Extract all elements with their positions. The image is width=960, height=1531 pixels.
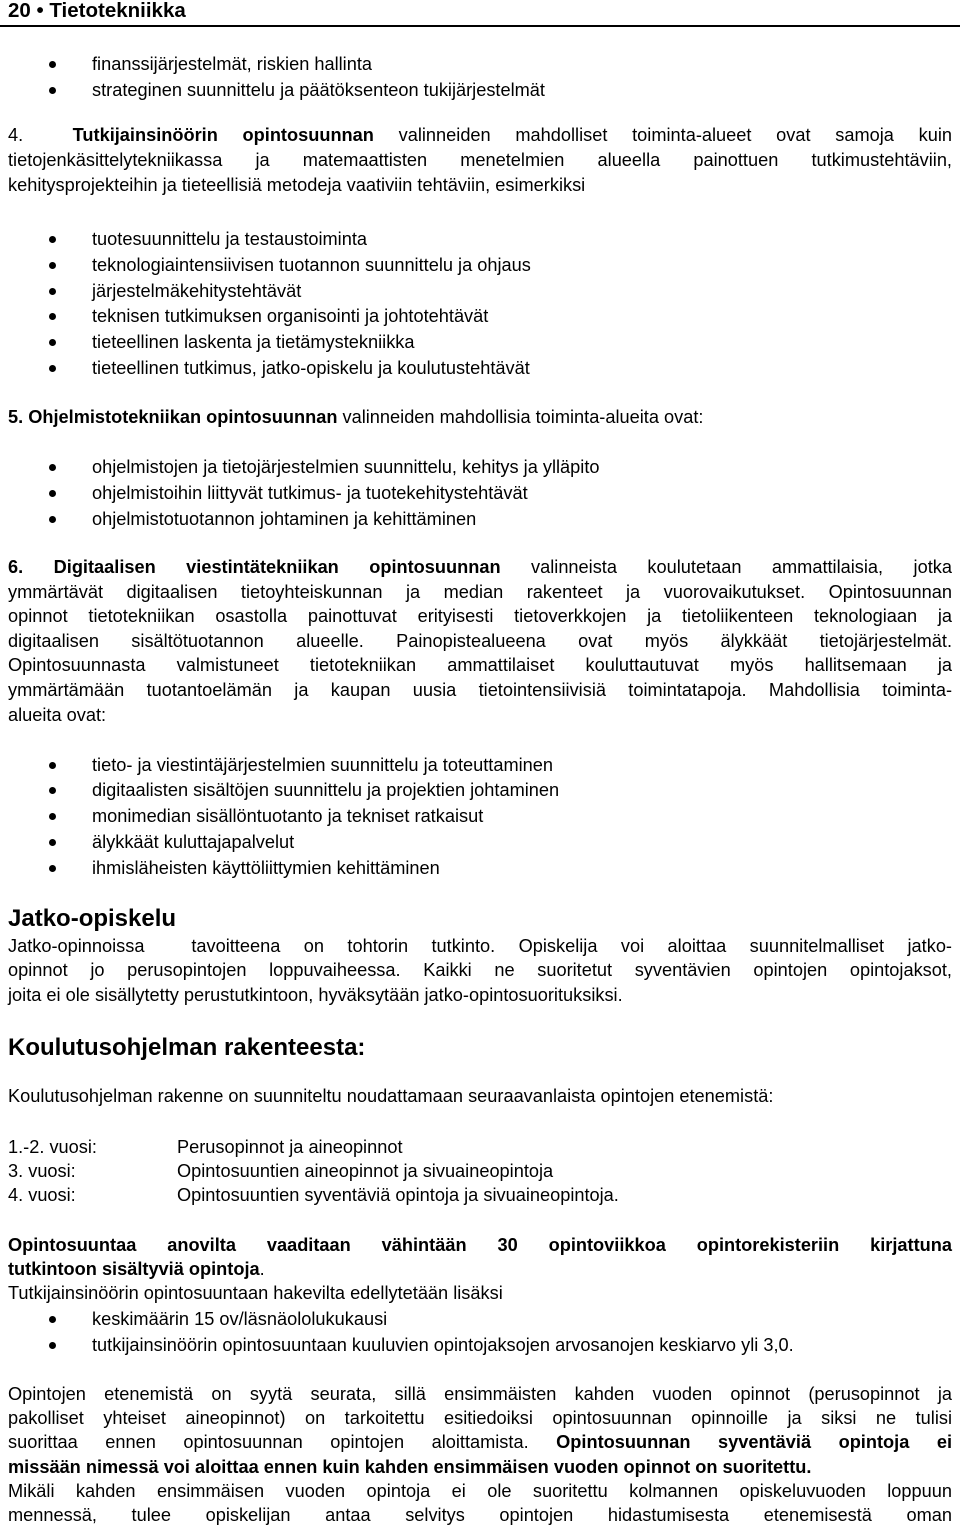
list-item: digitaalisten sisältöjen suunnittelu ja projektien johtaminen <box>0 777 960 803</box>
list-item: finanssijärjestelmät, riskien hallinta <box>0 51 960 77</box>
list-item: tieto- ja viestintäjärjestelmien suunnittelu ja toteuttaminen <box>0 752 960 778</box>
list-item: tuotesuunnittelu ja testaustoiminta <box>0 226 960 252</box>
section6-line-6: ymmärtämään tuotantoelämän ja kaupan uusia tietointensiivisiä toimintatapoja. Mahdollisia toiminta- <box>8 680 952 700</box>
section4-line-3: kehitysprojekteihin ja tieteellisiä metodeja vaativiin tehtäviin, esimerkiksi <box>8 175 586 195</box>
jatko-line-1: Jatko-opinnoissa tavoitteena on tohtorin tutkinto. Opiskelija voi aloittaa suunnitelmalliset jatko- <box>8 936 952 956</box>
final-line-6: mennessä, tulee opiskelijan antaa selvitys opintojen hidastumisesta etenemisestä oman <box>8 1505 952 1525</box>
final-line-3: suorittaa ennen opintosuunnan opintojen aloittamista. Opintosuunnan syventäviä opintoja ei <box>8 1432 952 1452</box>
bullet-icon <box>49 1316 56 1323</box>
bullet-icon <box>49 490 56 497</box>
year-row: 1.-2. vuosi: Perusopinnot ja aineopinnot <box>8 1137 403 1157</box>
page-number: 20 <box>8 0 31 22</box>
section4-line-2: tietojenkäsittelytekniikassa ja matemaattisten menetelmien alueella painottuen tutkimustehtäviin, <box>8 150 952 170</box>
year-row: 3. vuosi: Opintosuuntien aineopinnot ja sivuaineopintoja <box>8 1161 554 1181</box>
header-title: Tietotekniikka <box>49 0 186 22</box>
section6-heading: Digitaalisen viestintätekniikan opintosuunnan <box>53 557 501 577</box>
bullet-icon <box>49 762 56 769</box>
header-separator: • <box>36 0 44 22</box>
bullet-icon <box>49 516 56 523</box>
list-item: tieteellinen laskenta ja tietämystekniikka <box>0 329 960 355</box>
bullet-icon <box>49 365 56 372</box>
list-item: tieteellinen tutkimus, jatko-opiskelu ja koulutustehtävät <box>0 355 960 381</box>
bullet-icon <box>49 1342 56 1349</box>
bullet-icon <box>49 313 56 320</box>
final-line-1: Opintojen etenemistä on syytä seurata, sillä ensimmäisten kahden vuoden opinnot (perusopinnot ja <box>8 1384 952 1404</box>
list-item: ohjelmistoihin liittyvät tutkimus- ja tuotekehitystehtävät <box>0 480 960 506</box>
header-title-line <box>8 0 186 24</box>
list-item: ihmisläheisten käyttöliittymien kehittäminen <box>0 855 960 881</box>
list-item: ohjelmistotuotannon johtaminen ja kehittäminen <box>0 506 960 532</box>
rakenne-heading: Koulutusohjelman rakenteesta: <box>8 1034 366 1061</box>
list-item: ohjelmistojen ja tietojärjestelmien suunnittelu, kehitys ja ylläpito <box>0 454 960 480</box>
bullet-icon <box>49 339 56 346</box>
section6-line-2: ymmärtävät digitaalisen tietoyhteiskunnan ja median rakenteet ja vuorovaikutukset. Opintosuunnan <box>8 582 952 602</box>
requirement-intro: Tutkijainsinöörin opintosuuntaan hakevilta edellytetään lisäksi <box>8 1283 503 1303</box>
requirement-bold-line-2: tutkintoon sisältyviä opintoja. <box>8 1259 265 1279</box>
bullet-icon <box>49 787 56 794</box>
requirement-bold-line-1: Opintosuuntaa anovilta vaaditaan vähintään 30 opintoviikkoa opintorekisteriin kirjattuna <box>8 1235 952 1255</box>
header-rule <box>0 25 960 27</box>
section4-heading: Tutkijainsinöörin opintosuunnan <box>72 125 374 145</box>
section6-line-1: 6. Digitaalisen viestintätekniikan opintosuunnan valinneista koulutetaan ammattilaisia, jotka <box>8 557 952 577</box>
bullet-icon <box>49 813 56 820</box>
section5-heading: Ohjelmistotekniikan opintosuunnan <box>28 407 338 427</box>
bullet-icon <box>49 87 56 94</box>
bullet-icon <box>49 262 56 269</box>
section6-line-3: opinnot tietotekniikan osastolla painottuvat erityisesti tietoverkkojen ja tietoliikenteen teknologiaan ja <box>8 606 952 626</box>
section6-line-7: alueita ovat: <box>8 705 107 725</box>
list-item: monimedian sisällöntuotanto ja tekniset ratkaisut <box>0 803 960 829</box>
list-item: strateginen suunnittelu ja päätöksenteon tukijärjestelmät <box>0 77 960 103</box>
bullet-icon <box>49 61 56 68</box>
final-line-4: missään nimessä voi aloittaa ennen kuin kahden ensimmäisen vuoden opinnot on suoritettu. <box>8 1457 812 1477</box>
bullet-icon <box>49 288 56 295</box>
jatko-line-2: opinnot jo perusopintojen loppuvaiheessa. Kaikki ne suoritetut syventävien opintojen opintojaksot, <box>8 960 952 980</box>
list-item: keskimäärin 15 ov/läsnäololukukausi <box>0 1306 960 1332</box>
list-item: teknisen tutkimuksen organisointi ja johtotehtävät <box>0 303 960 329</box>
rakenne-intro: Koulutusohjelman rakenne on suunniteltu noudattamaan seuraavanlaista opintojen etenemistä: <box>8 1086 774 1106</box>
section4-line-1: 4. Tutkijainsinöörin opintosuunnan valinneiden mahdolliset toiminta-alueet ovat samoja kuin <box>8 125 953 145</box>
list-item: teknologiaintensiivisen tuotannon suunnittelu ja ohjaus <box>0 252 960 278</box>
bullet-icon <box>49 464 56 471</box>
section6-line-5: Opintosuunnasta valmistuneet tietotekniikan ammattilaiset kouluttautuvat myös hallitsemaan ja <box>8 655 952 675</box>
final-line-2: pakolliset yhteiset aineopinnot) on tarkoitettu esitiedoiksi opintosuunnan opinnoille ja siksi ne tulisi <box>8 1408 952 1428</box>
year-row: 4. vuosi: Opintosuuntien syventäviä opintoja ja sivuaineopintoja. <box>8 1185 619 1205</box>
jatko-heading: Jatko-opiskelu <box>8 905 177 932</box>
list-item: järjestelmäkehitystehtävät <box>0 278 960 304</box>
section6-line-4: digitaalisen sisältötuotannon alueelle. Painopistealueena ovat myös älykkäät tietojärjestelmät. <box>8 631 952 651</box>
bullet-icon <box>49 839 56 846</box>
bullet-icon <box>49 236 56 243</box>
jatko-line-3: joita ei ole sisällytetty perustutkintoon, hyväksytään jatko-opintosuorituksiksi. <box>8 985 623 1005</box>
final-line-5: Mikäli kahden ensimmäisen vuoden opintoja ei ole suoritettu kolmannen opiskeluvuoden loppuun <box>8 1481 952 1501</box>
list-item: tutkijainsinöörin opintosuuntaan kuuluvien opintojaksojen arvosanojen keskiarvo yli 3,0. <box>0 1332 960 1358</box>
section5-line: 5. Ohjelmistotekniikan opintosuunnan valinneiden mahdollisia toiminta-alueita ovat: <box>8 407 704 427</box>
list-item: älykkäät kuluttajapalvelut <box>0 829 960 855</box>
bullet-icon <box>49 865 56 872</box>
